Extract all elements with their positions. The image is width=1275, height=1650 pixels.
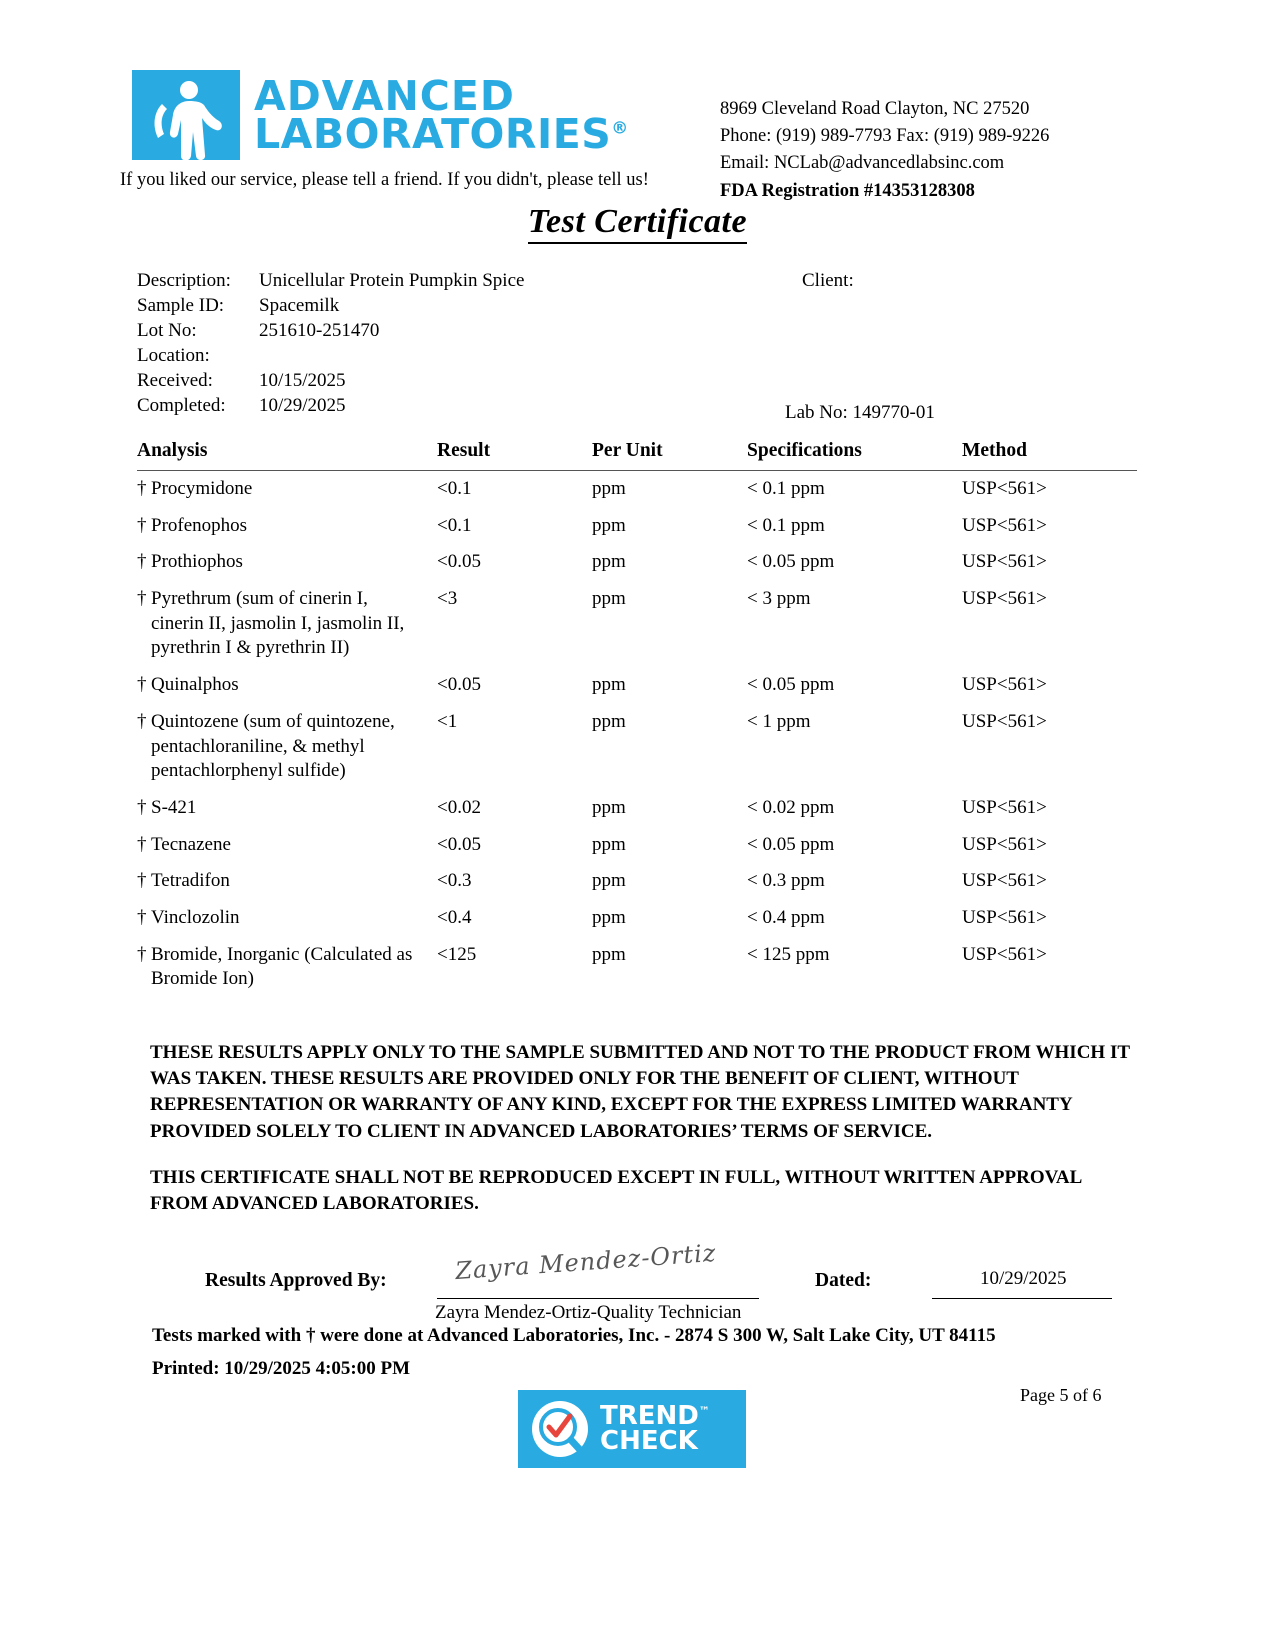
company-address: 8969 Cleveland Road Clayton, NC 27520 [720, 99, 1030, 119]
analysis-name-continued: cinerin II, jasmolin I, jasmolin II, pyrethrin I & pyrethrin II) [151, 612, 405, 659]
cell-per-unit: ppm [592, 588, 626, 610]
cell-method: USP<561> [962, 514, 1047, 536]
cell-result: <3 [437, 588, 458, 610]
cell-analysis [137, 827, 437, 864]
cell-per-unit: ppm [592, 906, 626, 928]
cell-result: <0.02 [437, 796, 481, 818]
sample-id-label: Sample ID: [137, 295, 225, 316]
meta-row-received [137, 368, 1137, 393]
cell-specification: < 0.02 ppm [747, 796, 835, 818]
cell-result: <0.4 [437, 906, 472, 928]
cell-analysis [137, 900, 437, 937]
analysis-name: Pyrethrum (sum of cinerin I, [151, 588, 368, 610]
dated-label: Dated: [815, 1270, 872, 1291]
cell-result: <125 [437, 943, 477, 965]
sample-id-value: Spacemilk [259, 295, 340, 316]
table-row [137, 937, 1137, 998]
cell-specification: < 0.05 ppm [747, 551, 835, 573]
cell-per-unit: ppm [592, 551, 626, 573]
cell-specification: < 0.1 ppm [747, 478, 825, 499]
disclaimer-paragraph-1: THESE RESULTS APPLY ONLY TO THE SAMPLE SUBMITTED AND NOT TO THE PRODUCT FROM WHICH IT WAS TAKEN. THESE RESULTS ARE PROVIDED ONLY FOR THE BENEFIT OF CLIENT, WITHOUT REPRESENTATION OR WARRANTY OF ANY KIND, EXCEPT FOR THE EXPRESS LIMITED WARRANTY PROVIDED SOLELY TO CLIENT IN ADVANCED LABORATORIES’ TERMS OF SERVICE. [150, 1042, 1130, 1142]
page-title: Test Certificate [0, 203, 1275, 241]
analysis-name: Prothiophos [151, 551, 243, 573]
dagger-marker-icon: † [137, 588, 147, 610]
table-row [137, 827, 1137, 864]
dagger-marker-icon: † [137, 674, 147, 696]
dagger-marker-icon: † [137, 478, 147, 499]
lab-no: Lab No: 149770-01 [785, 402, 935, 423]
fda-registration: FDA Registration #14353128308 [720, 181, 975, 202]
dated-line [932, 1298, 1112, 1299]
analysis-name: Profenophos [151, 514, 248, 536]
meta-row-sample-id [137, 293, 1137, 318]
check-mark-icon [532, 1401, 588, 1457]
cell-specification: < 1 ppm [747, 710, 811, 732]
cell-result: <0.05 [437, 551, 481, 573]
disclaimer-paragraph-2: THIS CERTIFICATE SHALL NOT BE REPRODUCED EXCEPT IN FULL, WITHOUT WRITTEN APPROVAL FROM ADVANCED LABORATORIES. [150, 1166, 1082, 1215]
company-tagline: If you liked our service, please tell a friend. If you didn't, please tell us! [120, 170, 649, 190]
logo-line-2: LABORATORIES® [254, 110, 629, 158]
cell-analysis [137, 544, 437, 581]
cell-method: USP<561> [962, 674, 1047, 696]
cell-specification: < 0.05 ppm [747, 833, 835, 855]
results-table [137, 440, 1137, 998]
cell-specification: < 125 ppm [747, 943, 830, 965]
cell-per-unit: ppm [592, 833, 626, 855]
meta-row-location [137, 343, 1137, 368]
completed-label: Completed: [137, 395, 226, 416]
results-table-wrapper [137, 440, 1137, 998]
cell-method: USP<561> [962, 870, 1047, 892]
cell-method: USP<561> [962, 796, 1047, 818]
trend-check-text [600, 1400, 710, 1456]
signature-line [437, 1298, 759, 1299]
cell-per-unit: ppm [592, 870, 626, 892]
cell-per-unit: ppm [592, 943, 626, 965]
cell-analysis [137, 704, 437, 790]
analysis-name: Quintozene (sum of quintozene, [151, 710, 395, 732]
cell-analysis [137, 790, 437, 827]
document-header [120, 62, 1160, 202]
cell-result: <1 [437, 710, 458, 732]
advanced-labs-mark-icon [132, 70, 240, 160]
analysis-name: Bromide, Inorganic (Calculated as [151, 943, 413, 965]
sample-meta-block [137, 268, 1137, 423]
company-phone: Phone: (919) 989-7793 Fax: (919) 989-9226 [720, 125, 1050, 146]
trend-line-1: TREND™ [600, 1400, 710, 1431]
cell-method: USP<561> [962, 588, 1047, 610]
lot-no-label: Lot No: [137, 320, 197, 341]
header-result: Result [437, 440, 592, 471]
cell-analysis [137, 667, 437, 704]
received-value: 10/15/2025 [259, 370, 346, 391]
table-row [137, 667, 1137, 704]
dagger-marker-icon: † [137, 906, 147, 928]
header-per-unit: Per Unit [592, 440, 747, 471]
dagger-footnote: Tests marked with † were done at Advanced Laboratories, Inc. - 2874 S 300 W, Salt Lake City, UT 84115 [152, 1325, 996, 1346]
analysis-name: Vinclozolin [151, 906, 240, 928]
table-row [137, 471, 1137, 508]
table-row [137, 790, 1137, 827]
cell-specification: < 0.3 ppm [747, 870, 825, 892]
cell-method: USP<561> [962, 833, 1047, 855]
analysis-name: Tetradifon [151, 870, 230, 892]
cell-per-unit: ppm [592, 796, 626, 818]
trend-check-badge [518, 1390, 746, 1468]
cell-analysis [137, 471, 437, 508]
trend-line-2: CHECK [600, 1426, 698, 1456]
cell-specification: < 0.4 ppm [747, 906, 825, 928]
company-email: Email: NCLab@advancedlabsinc.com [720, 152, 1005, 173]
table-header-row [137, 440, 1137, 471]
table-row [137, 544, 1137, 581]
signature-name: Zayra Mendez-Ortiz-Quality Technician [435, 1302, 742, 1323]
company-contact-block [720, 96, 1049, 205]
logo-line-1: ADVANCED [254, 71, 515, 120]
cell-analysis [137, 581, 437, 667]
cell-method: USP<561> [962, 551, 1047, 573]
cell-per-unit: ppm [592, 514, 626, 536]
table-row [137, 900, 1137, 937]
cell-method: USP<561> [962, 478, 1047, 499]
header-method: Method [962, 440, 1137, 471]
dagger-marker-icon: † [137, 514, 147, 536]
received-label: Received: [137, 370, 213, 391]
cell-per-unit: ppm [592, 478, 626, 499]
cell-method: USP<561> [962, 710, 1047, 732]
dagger-marker-icon: † [137, 551, 147, 573]
description-label: Description: [137, 270, 231, 291]
cell-result: <0.05 [437, 674, 481, 696]
company-logo-text [254, 71, 629, 158]
cell-specification: < 0.05 ppm [747, 674, 835, 696]
description-value: Unicellular Protein Pumpkin Spice [259, 270, 525, 291]
cell-specification: < 0.1 ppm [747, 514, 825, 536]
analysis-name-continued: Bromide Ion) [151, 968, 254, 990]
meta-row-completed [137, 393, 1137, 418]
signature-image: Zayra Mendez-Ortiz [454, 1238, 718, 1286]
analysis-name: Tecnazene [151, 833, 231, 855]
location-value [259, 343, 1137, 368]
analysis-name: Quinalphos [151, 674, 239, 696]
cell-analysis [137, 937, 437, 998]
header-analysis: Analysis [137, 440, 437, 471]
table-row [137, 581, 1137, 667]
cell-specification: < 3 ppm [747, 588, 811, 610]
analysis-name: Procymidone [151, 478, 253, 499]
page-number: Page 5 of 6 [1020, 1385, 1102, 1405]
cell-per-unit: ppm [592, 710, 626, 732]
results-approved-by-label: Results Approved By: [205, 1270, 387, 1291]
analysis-name-continued: pentachloraniline, & methyl pentachlorphenyl sulfide) [151, 735, 365, 782]
dagger-marker-icon: † [137, 943, 147, 965]
dagger-marker-icon: † [137, 710, 147, 732]
disclaimer-block [150, 1040, 1130, 1237]
completed-value: 10/29/2025 [259, 395, 346, 416]
cell-result: <0.1 [437, 478, 472, 499]
cell-analysis [137, 508, 437, 545]
analysis-name: S-421 [151, 796, 197, 818]
cell-result: <0.3 [437, 870, 472, 892]
registered-mark-icon: ® [611, 118, 629, 139]
client-label: Client: [802, 270, 854, 291]
header-specifications: Specifications [747, 440, 962, 471]
cell-method: USP<561> [962, 943, 1047, 965]
table-row [137, 863, 1137, 900]
cell-result: <0.1 [437, 514, 472, 536]
dagger-marker-icon: † [137, 796, 147, 818]
dagger-marker-icon: † [137, 833, 147, 855]
printed-timestamp: Printed: 10/29/2025 4:05:00 PM [152, 1358, 411, 1379]
table-row [137, 508, 1137, 545]
table-row [137, 704, 1137, 790]
location-label: Location: [137, 345, 210, 366]
cell-result: <0.05 [437, 833, 481, 855]
cell-analysis [137, 863, 437, 900]
cell-per-unit: ppm [592, 674, 626, 696]
dated-value: 10/29/2025 [980, 1268, 1067, 1289]
company-logo [132, 70, 629, 160]
meta-row-description [137, 268, 1137, 293]
dagger-marker-icon: † [137, 870, 147, 892]
cell-method: USP<561> [962, 906, 1047, 928]
meta-row-lot-no [137, 318, 1137, 343]
lot-no-value: 251610-251470 [259, 320, 380, 341]
